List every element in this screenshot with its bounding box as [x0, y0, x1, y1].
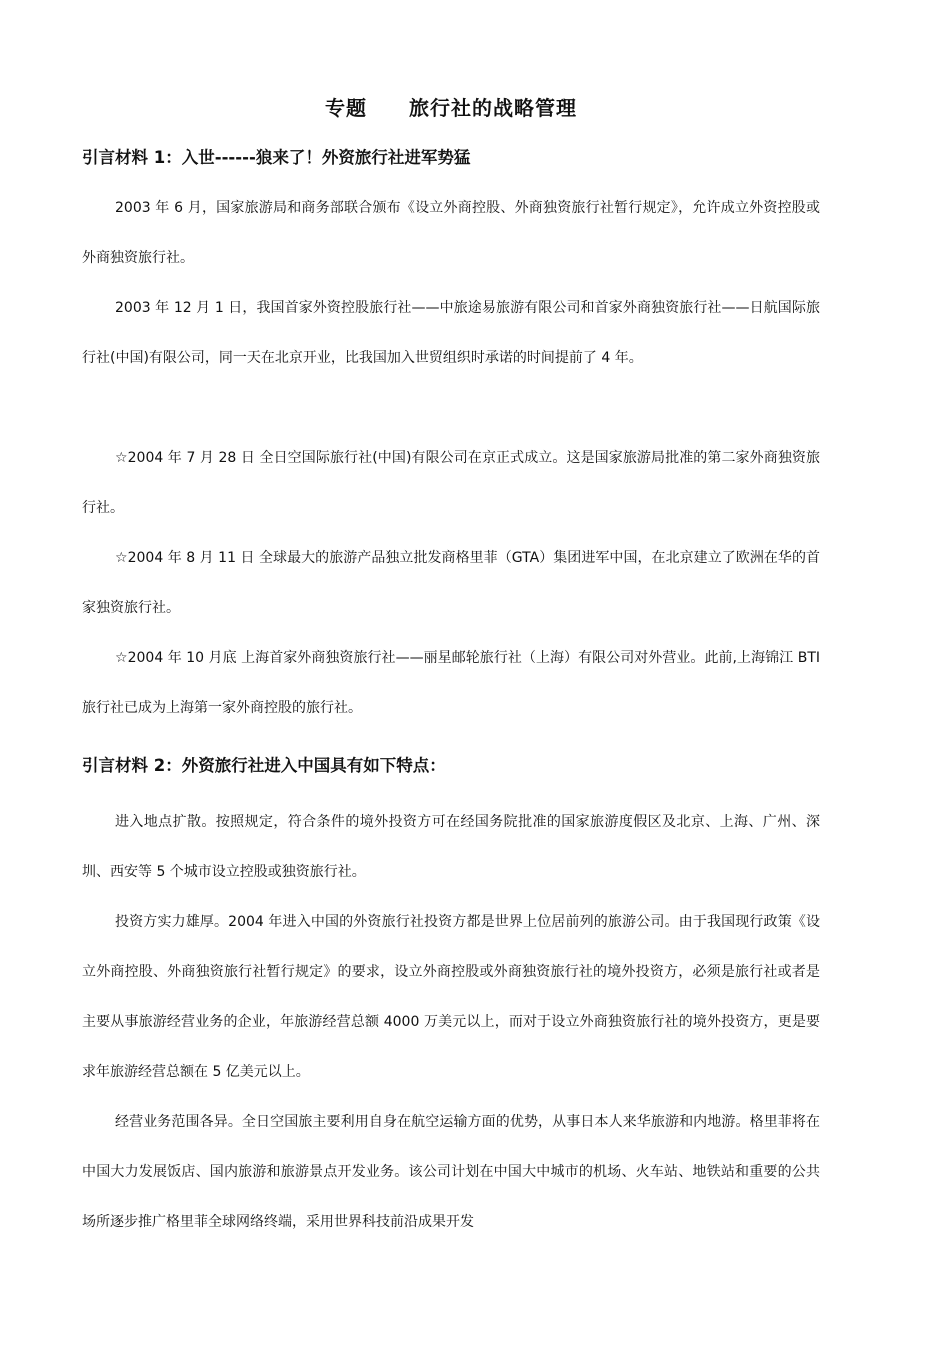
material-1-paragraph-4: ☆2004 年 8 月 11 日 全球最大的旅游产品独立批发商格里菲（GTA）集团进军中国，在北京建立了欧洲在华的首家独资旅行社。	[82, 550, 820, 616]
material-1-paragraph-1: 2003 年 6 月，国家旅游局和商务部联合颁布《设立外商控股、外商独资旅行社暂行规定》，允许成立外资控股或外商独资旅行社。	[82, 200, 820, 266]
material-2-heading: 引言材料 2：外资旅行社进入中国具有如下特点：	[82, 756, 446, 775]
material-1-paragraph-5: ☆2004 年 10 月底 上海首家外商独资旅行社——丽星邮轮旅行社（上海）有限公司对外营业。此前,上海锦江 BTI 旅行社已成为上海第一家外商控股的旅行社。	[82, 650, 820, 716]
material-2-paragraph-2: 投资方实力雄厚。2004 年进入中国的外资旅行社投资方都是世界上位居前列的旅游公司。由于我国现行政策《设立外商控股、外商独资旅行社暂行规定》的要求，设立外商控股或外商独资旅行社的境外投资方，必须是旅行社或者是主要从事旅游经营业务的企业，年旅游经营总额 4000 万美元以上，而对于设立外商独资旅行社的境外投资方，更是要求年旅游经营总额在 5 亿美元以上。	[82, 914, 820, 1080]
material-1-paragraph-3: ☆2004 年 7 月 28 日 全日空国际旅行社(中国)有限公司在京正式成立。这是国家旅游局批准的第二家外商独资旅行社。	[82, 450, 820, 516]
document-title: 专题 旅行社的战略管理	[325, 96, 577, 120]
material-1-heading: 引言材料 1：入世------狼来了！外资旅行社进军势猛	[82, 148, 471, 167]
material-2-paragraph-3: 经营业务范围各异。全日空国旅主要利用自身在航空运输方面的优势，从事日本人来华旅游和内地游。格里菲将在中国大力发展饭店、国内旅游和旅游景点开发业务。该公司计划在中国大中城市的机场、火车站、地铁站和重要的公共场所逐步推广格里菲全球网络终端，采用世界科技前沿成果开发	[82, 1114, 820, 1230]
material-1-paragraph-2: 2003 年 12 月 1 日，我国首家外资控股旅行社——中旅途易旅游有限公司和首家外商独资旅行社——日航国际旅行社(中国)有限公司，同一天在北京开业，比我国加入世贸组织时承诺的时间提前了 4 年。	[82, 300, 820, 366]
material-2-paragraph-1: 进入地点扩散。按照规定，符合条件的境外投资方可在经国务院批准的国家旅游度假区及北京、上海、广州、深圳、西安等 5 个城市设立控股或独资旅行社。	[82, 814, 820, 880]
